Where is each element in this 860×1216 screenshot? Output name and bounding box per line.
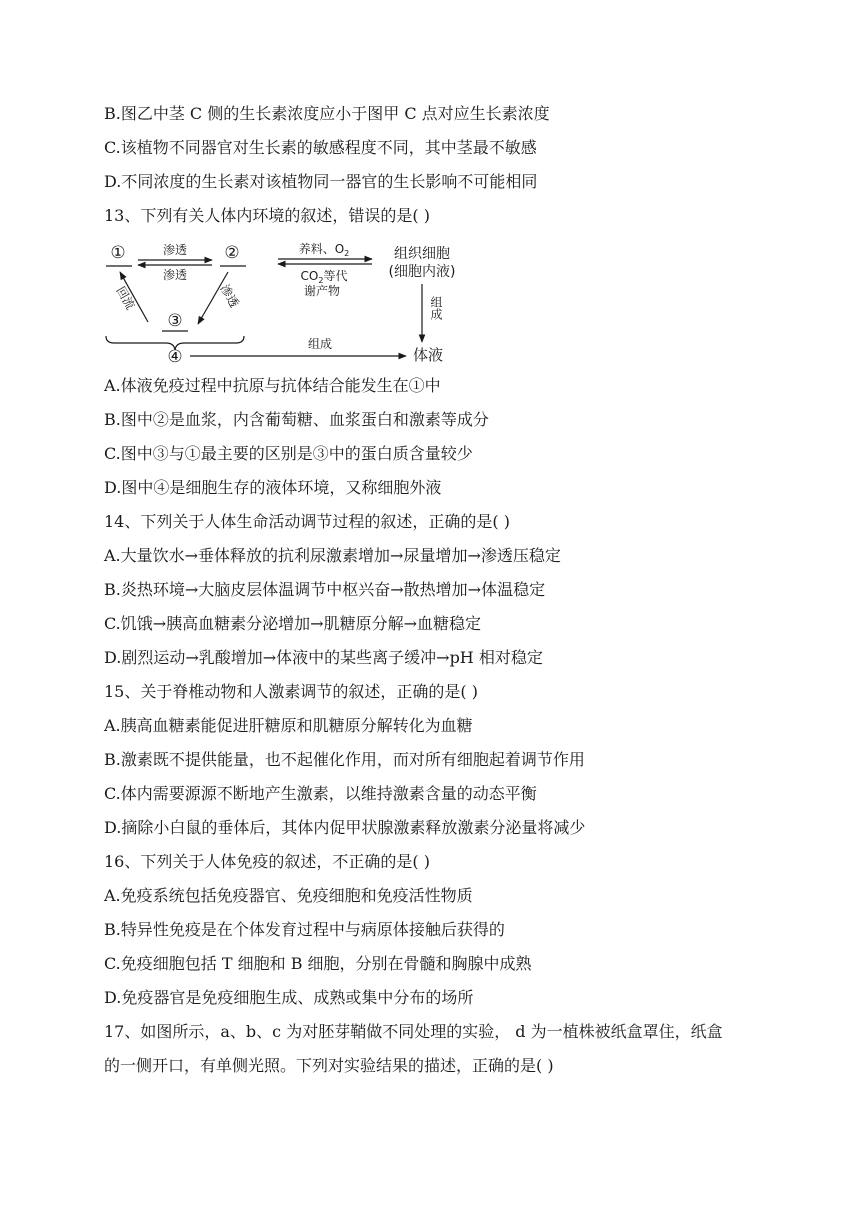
diagram-label-waste-line1: $CO_2$等代 [300, 269, 348, 285]
q14-option-c: C.饥饿→胰高血糖素分泌增加→肌糖原分解→血糖稳定 [104, 614, 481, 633]
diagram-node-4: ④ [167, 347, 183, 366]
q13-option-c: C.图中③与①最主要的区别是③中的蛋白质含量较少 [104, 444, 473, 463]
diagram-label-compose-horizontal: 组成 [307, 337, 333, 351]
q16-option-b: B.特异性免疫是在个体发育过程中与病原体接触后获得的 [104, 920, 505, 939]
q15-stem: 15、关于脊椎动物和人激素调节的叙述，正确的是( ) [104, 682, 478, 701]
q16-stem: 16、下列关于人体免疫的叙述，不正确的是( ) [104, 852, 430, 871]
q15-option-b: B.激素既不提供能量，也不起催化作用，而对所有细胞起着调节作用 [104, 750, 585, 769]
diagram-label-reflux: 回流 [113, 284, 138, 312]
q16-option-c: C.免疫细胞包括 T 细胞和 B 细胞，分别在骨髓和胸腺中成熟 [104, 954, 532, 973]
diagram-node-3: ③ [167, 311, 183, 331]
q16-option-a: A.免疫系统包括免疫器官、免疫细胞和免疫活性物质 [104, 886, 473, 905]
diagram-node-2: ② [224, 243, 240, 263]
diagram-label-osmosis-diagonal: 渗透 [217, 282, 242, 310]
diagram-node-1: ① [110, 243, 126, 263]
diagram-label-waste-line2: 谢产物 [303, 284, 341, 298]
internal-environment-diagram [100, 236, 460, 366]
diagram-label-osmosis-bottom: 渗透 [162, 268, 188, 282]
q17-stem-line1: 17、如图所示，a、b、c 为对胚芽鞘做不同处理的实验， d 为一植株被纸盒罩住，纸盒 [104, 1022, 723, 1041]
q16-option-d: D.免疫器官是免疫细胞生成、成熟或集中分布的场所 [104, 988, 474, 1007]
q15-option-c: C.体内需要源源不断地产生激素，以维持激素含量的动态平衡 [104, 784, 537, 803]
q14-stem: 14、下列关于人体生命活动调节过程的叙述，正确的是( ) [104, 512, 510, 531]
diagram-label-tissue-cells: 组织细胞 [394, 246, 450, 262]
diagram-label-nutrients: 养料、$O_2$ [298, 242, 350, 258]
q12-option-d: D.不同浓度的生长素对该植物同一器官的生长影响不可能相同 [104, 172, 538, 191]
diagram-label-body-fluid: 体液 [412, 346, 444, 364]
diagram-label-compose-vertical: 组成 [429, 296, 443, 320]
q13-option-a: A.体液免疫过程中抗原与抗体结合能发生在①中 [104, 376, 441, 395]
q15-option-d: D.摘除小白鼠的垂体后，其体内促甲状腺激素释放激素分泌量将减少 [104, 818, 586, 837]
diagram-label-intracellular-fluid: (细胞内液) [388, 264, 456, 280]
q14-option-d: D.剧烈运动→乳酸增加→体液中的某些离子缓冲→pH 相对稳定 [104, 648, 543, 667]
q14-option-b: B.炎热环境→大脑皮层体温调节中枢兴奋→散热增加→体温稳定 [104, 580, 546, 599]
q12-option-b: B.图乙中茎 C 侧的生长素浓度应小于图甲 C 点对应生长素浓度 [104, 104, 550, 123]
q12-option-c: C.该植物不同器官对生长素的敏感程度不同，其中茎最不敏感 [104, 138, 537, 157]
diagram-label-osmosis-top: 渗透 [162, 243, 188, 257]
q14-option-a: A.大量饮水→垂体释放的抗利尿激素增加→尿量增加→渗透压稳定 [104, 546, 561, 565]
q15-option-a: A.胰高血糖素能促进肝糖原和肌糖原分解转化为血糖 [104, 716, 473, 735]
q17-stem-line2: 的一侧开口，有单侧光照。下列对实验结果的描述，正确的是( ) [104, 1056, 554, 1075]
q13-stem: 13、下列有关人体内环境的叙述，错误的是( ) [104, 206, 430, 225]
q13-option-d: D.图中④是细胞生存的液体环境，又称细胞外液 [104, 478, 442, 497]
q13-option-b: B.图中②是血浆，内含葡萄糖、血浆蛋白和激素等成分 [104, 410, 489, 429]
